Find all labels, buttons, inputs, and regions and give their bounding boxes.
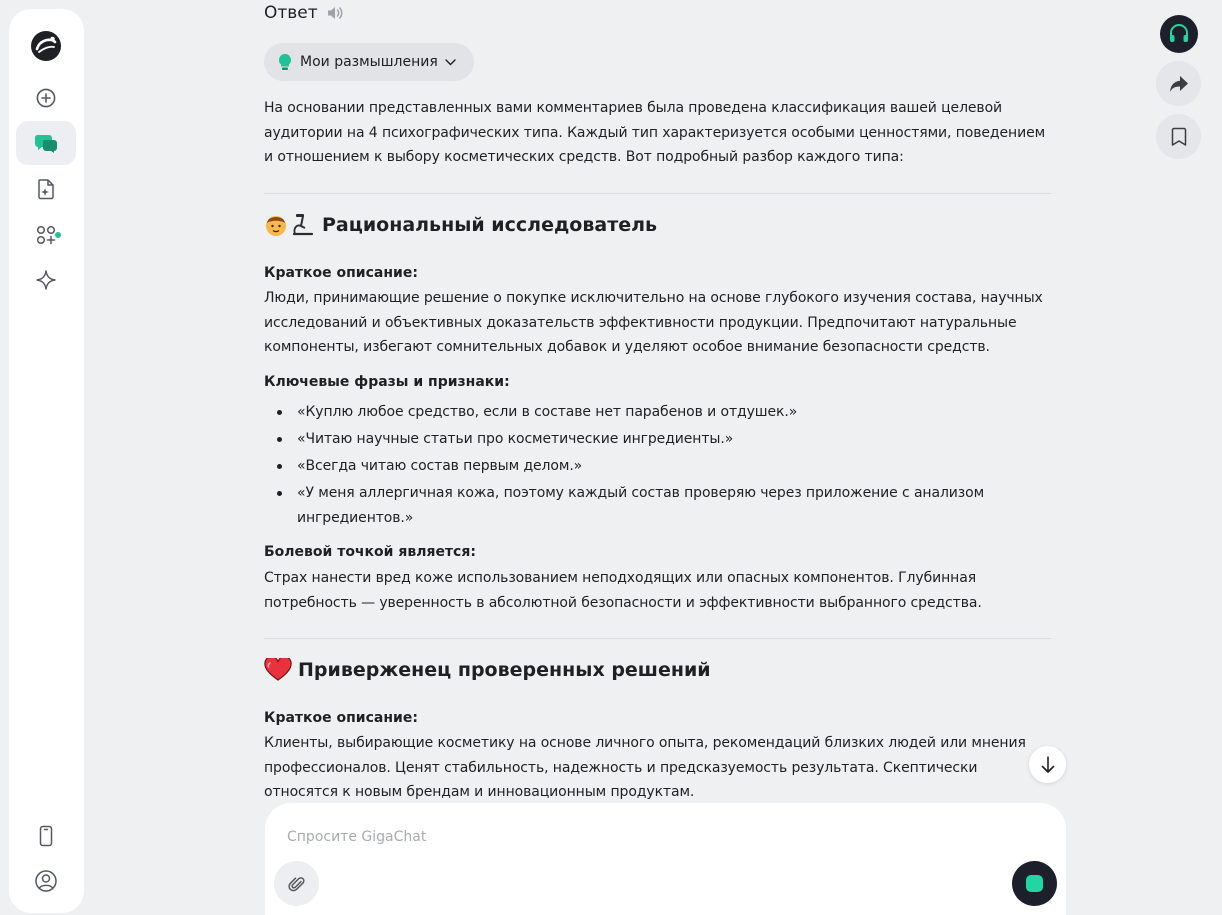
phone-icon[interactable] — [16, 814, 76, 858]
chat-bubbles-icon[interactable] — [16, 121, 76, 165]
new-badge-dot — [55, 232, 61, 238]
arrow-down-icon — [1041, 756, 1055, 774]
bookmark-button[interactable] — [1156, 114, 1201, 159]
scroll-down-button[interactable] — [1029, 746, 1066, 783]
document-sparkle-icon[interactable] — [16, 167, 76, 211]
list-item: «Всегда читаю состав первым делом.» — [264, 454, 1049, 479]
thoughts-toggle-button[interactable] — [264, 43, 474, 81]
intro-paragraph: На основании представленных вами комментариев была проведена классификация вашей целевой аудитории на 4 психографических типа. Каждый тип характеризуется особыми ценностями, поведением и отношением к выбору косметических средств. Вот подробный разбор каждого типа: — [264, 100, 1046, 165]
thoughts-label: Мои размышления — [300, 54, 438, 70]
send-button[interactable] — [1012, 861, 1057, 906]
answer-content — [264, 0, 1051, 803]
bookmark-icon — [1171, 127, 1187, 147]
paperclip-icon — [288, 875, 306, 893]
section1-phrases-label: Ключевые фразы и признаки: — [264, 374, 510, 390]
answer-header — [264, 3, 344, 23]
chevron-down-icon — [445, 59, 456, 66]
sparkle-icon[interactable] — [16, 258, 76, 302]
headphones-icon — [1159, 14, 1199, 54]
section1-phrases-list — [264, 400, 1049, 533]
section2-heading — [264, 658, 711, 682]
sidebar — [9, 9, 84, 913]
message-composer — [265, 803, 1066, 915]
list-item: «Читаю научные статьи про косметические ингредиенты.» — [264, 427, 1049, 452]
section2-desc-label: Краткое описание: — [264, 710, 418, 726]
section2-title: Приверженец проверенных решений — [298, 659, 711, 681]
section1-title: Рациональный исследователь — [322, 214, 658, 236]
voice-button[interactable] — [1156, 11, 1201, 56]
list-item: «У меня аллергичная кожа, поэтому каждый состав проверяю через приложение с анализом ингредиентов.» — [264, 481, 1049, 530]
gigachat-logo-icon[interactable] — [16, 24, 76, 68]
section2-desc: Клиенты, выбирающие косметику на основе личного опыта, рекомендаций близких людей или мнения профессионалов. Ценят стабильность, надежность и предсказуемость результата. Скептически относятся к новым брендам и инновационным продуктам. — [264, 735, 1026, 800]
plus-circle-icon[interactable] — [16, 76, 76, 120]
attach-button[interactable] — [274, 861, 319, 906]
share-button[interactable] — [1156, 61, 1201, 106]
section1-pain: Страх нанести вред коже использованием неподходящих или опасных компонентов. Глубинная потребность — уверенность в абсолютной безопасности и эффективности выбранного средства. — [264, 570, 982, 611]
divider — [264, 638, 1051, 639]
section1-heading — [264, 212, 657, 238]
apps-grid-icon[interactable] — [16, 213, 76, 257]
answer-heading: Ответ — [264, 3, 318, 23]
section1-pain-label: Болевой точкой является: — [264, 544, 476, 560]
list-item: «Куплю любое средство, если в составе нет парабенов и отдушек.» — [264, 400, 1049, 425]
share-arrow-icon — [1169, 75, 1189, 93]
user-circle-icon[interactable] — [16, 859, 76, 903]
section1-desc-label: Краткое описание: — [264, 265, 418, 281]
section1-desc: Люди, принимающие решение о покупке исключительно на основе глубокого изучения состава, научных исследований и объективных доказательств эффективности продукции. Предпочитают натуральные компоненты, избегают сомнительных добавок и уделяют особое внимание безопасности средств. — [264, 290, 1043, 355]
person-and-microscope-emoji — [264, 212, 316, 238]
lightbulb-icon — [277, 53, 293, 71]
speaker-icon[interactable] — [326, 5, 344, 21]
divider — [264, 193, 1051, 194]
message-input[interactable] — [285, 825, 1025, 849]
send-square-icon — [1026, 875, 1043, 892]
red-heart-emoji — [264, 658, 292, 682]
